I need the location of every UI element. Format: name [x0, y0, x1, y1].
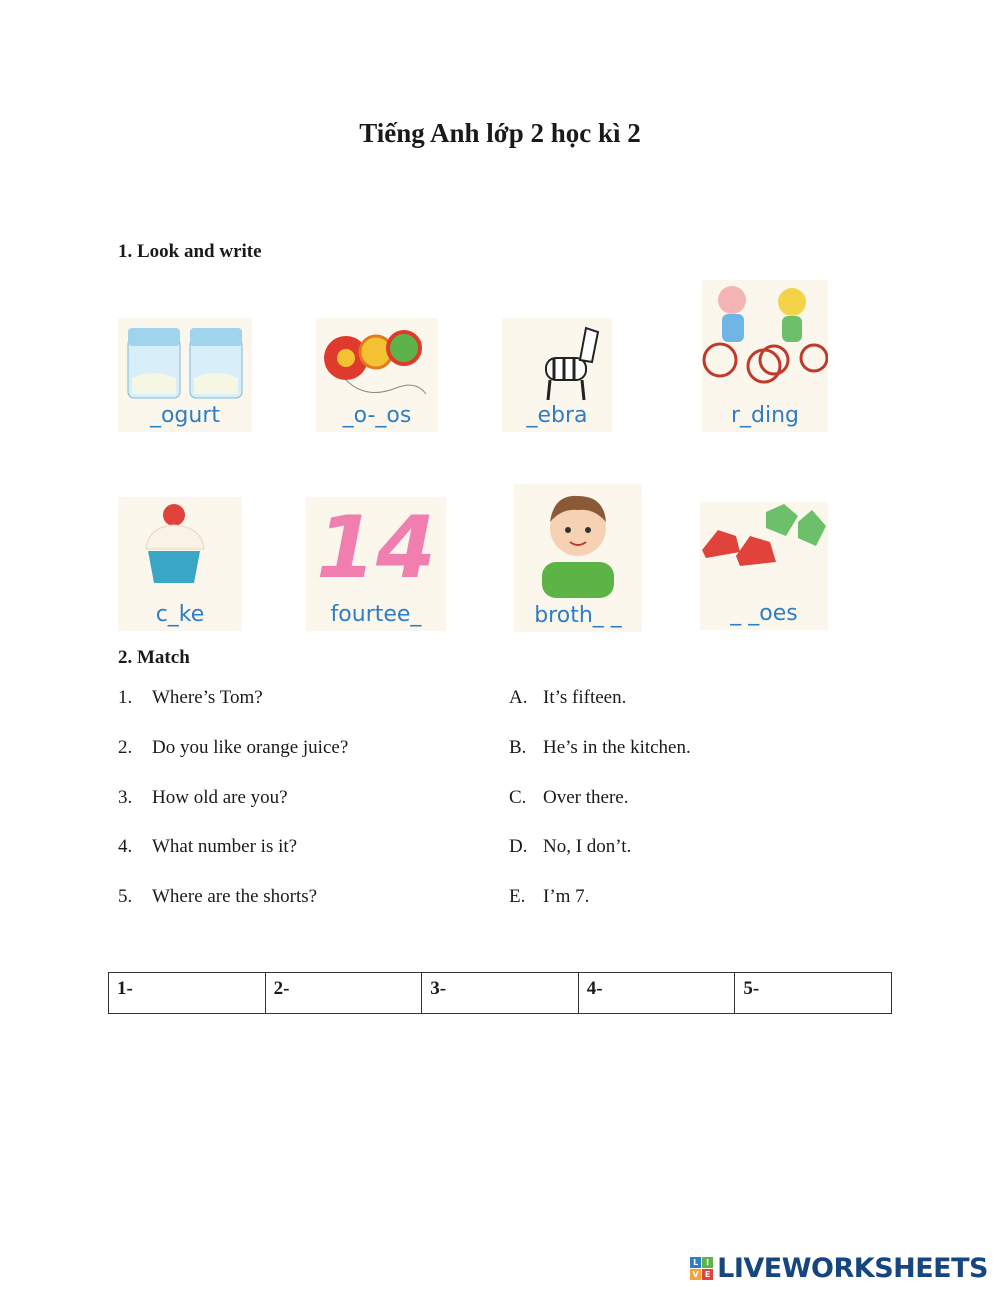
bicycle-icon — [702, 280, 828, 404]
question-text: How old are you? — [152, 787, 288, 808]
liveworksheets-logo — [690, 1253, 988, 1284]
word-label: _ _oes — [730, 601, 798, 626]
answer-table — [108, 972, 892, 1014]
answer-cell-1[interactable]: 1- — [109, 973, 266, 1014]
question-number: 1. — [118, 687, 133, 708]
riding-picture — [702, 280, 828, 432]
cake-picture — [118, 497, 242, 631]
answer-cell-3[interactable]: 3- — [422, 973, 579, 1014]
yogurt-icon — [118, 318, 252, 408]
answer-text: He’s in the kitchen. — [543, 737, 691, 758]
section-1-heading: 1. Look and write — [118, 241, 262, 262]
brother-picture — [514, 484, 642, 632]
question-text: Do you like orange juice? — [152, 737, 349, 758]
question-number: 3. — [118, 787, 133, 808]
answer-row — [509, 787, 628, 809]
word-label: fourtee_ — [330, 602, 422, 627]
page-title: Tiếng Anh lớp 2 học kì 2 — [359, 118, 641, 148]
zebra-icon — [502, 318, 612, 406]
word-label: _ebra — [526, 403, 588, 428]
logo-mark-letter: I — [702, 1257, 713, 1268]
question-text: Where’s Tom? — [152, 687, 263, 708]
question-number: 5. — [118, 886, 133, 907]
yo-yo-icon — [316, 318, 438, 408]
svg-text:14: 14 — [316, 498, 436, 598]
shoes-icon — [700, 502, 828, 598]
question-row — [118, 737, 348, 759]
answer-row — [509, 886, 589, 908]
word-label: _o-_os — [342, 403, 412, 428]
question-row — [118, 687, 263, 709]
shoes-picture — [700, 502, 828, 630]
answer-text: Over there. — [543, 787, 629, 808]
boy-icon — [514, 484, 642, 598]
logo-text: LIVEWORKSHEETS — [717, 1253, 988, 1284]
answer-text: It’s fifteen. — [543, 687, 627, 708]
section-2-heading: 2. Match — [118, 647, 190, 668]
logo-mark-letter: V — [690, 1269, 701, 1280]
answer-row — [509, 836, 631, 858]
logo-mark-letter: E — [702, 1269, 713, 1280]
answer-cell-4[interactable]: 4- — [578, 973, 735, 1014]
cupcake-icon — [118, 497, 242, 601]
question-number: 2. — [118, 737, 133, 758]
answer-letter: C. — [509, 787, 527, 808]
yo-yos-picture — [316, 318, 438, 432]
answer-cell-5[interactable]: 5- — [735, 973, 892, 1014]
question-number: 4. — [118, 836, 133, 857]
answer-letter: D. — [509, 836, 528, 857]
question-text: What number is it? — [152, 836, 298, 857]
word-label: r_ding — [730, 403, 800, 428]
zebra-picture — [502, 318, 612, 432]
answer-letter: A. — [509, 687, 528, 708]
answer-text: No, I don’t. — [543, 836, 632, 857]
word-label: _ogurt — [149, 403, 221, 428]
logo-mark-icon — [690, 1257, 713, 1280]
question-row — [118, 787, 288, 809]
answer-row — [509, 687, 626, 709]
yogurt-picture — [118, 318, 252, 432]
answer-letter: E. — [509, 886, 526, 907]
question-row — [118, 886, 317, 908]
answer-cell-2[interactable]: 2- — [265, 973, 422, 1014]
answer-row — [509, 737, 691, 759]
logo-mark-letter: L — [690, 1257, 701, 1268]
answer-letter: B. — [509, 737, 527, 758]
answer-text: I’m 7. — [543, 886, 590, 907]
question-row — [118, 836, 297, 858]
fourteen-picture — [306, 497, 446, 631]
number-14-icon — [306, 497, 446, 601]
question-text: Where are the shorts? — [152, 886, 318, 907]
word-label: broth_ _ — [534, 603, 622, 628]
word-label: c_ke — [155, 602, 205, 627]
